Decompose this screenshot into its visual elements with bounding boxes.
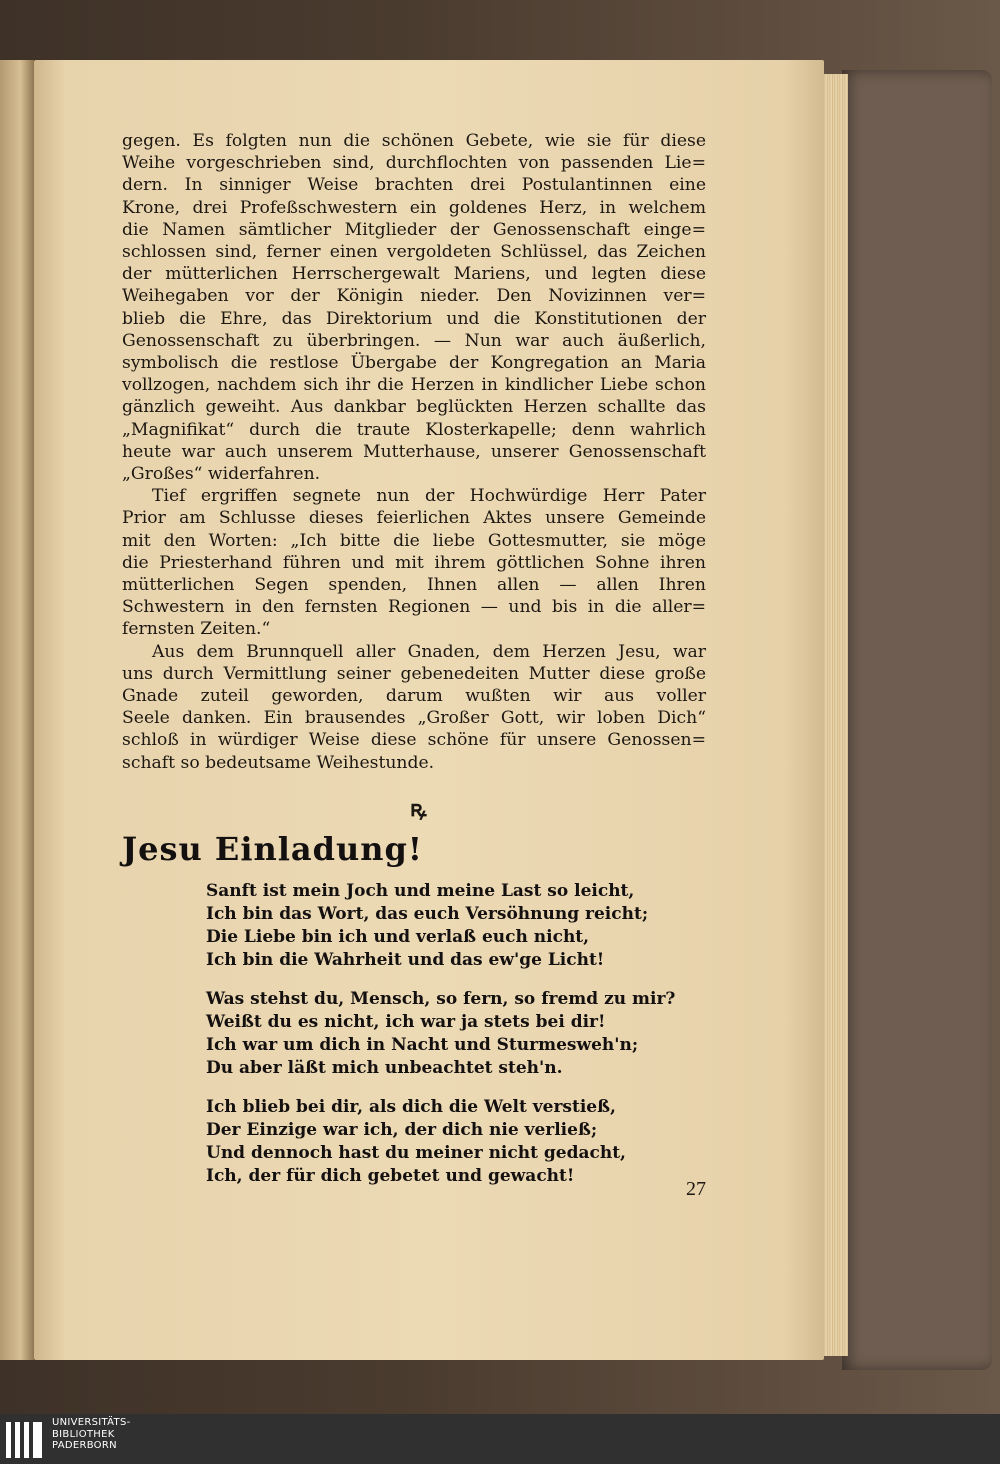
text-line: vollzogen, nachdem sich ihr die Herzen in kindlicher Liebe schon bbox=[122, 375, 706, 396]
poem-line: Du aber läßt mich unbeachtet steh'n. bbox=[206, 1058, 563, 1078]
poem-line: Ich bin die Wahrheit und das ew'ge Licht! bbox=[206, 950, 605, 970]
text-line: gänzlich geweiht. Aus dankbar beglückten Herzen schallte das bbox=[122, 397, 706, 418]
poem-line: Weißt du es nicht, ich war ja stets bei dir! bbox=[206, 1012, 606, 1032]
poem-line: Die Liebe bin ich und verlaß euch nicht, bbox=[206, 927, 590, 947]
paragraph-3 bbox=[122, 641, 706, 774]
paragraph-1 bbox=[122, 130, 706, 485]
library-logo-icon bbox=[6, 1422, 44, 1458]
page-number: 27 bbox=[686, 1178, 706, 1200]
text-line: die Namen sämtlicher Mitglieder der Genossenschaft einge= bbox=[122, 219, 706, 240]
text-line: Prior am Schlusse dieses feierlichen Aktes unsere Gemeinde bbox=[122, 508, 706, 529]
text-line: mütterlichen Segen spenden, Ihnen allen — allen Ihren bbox=[122, 575, 706, 596]
poem-line: Was stehst du, Mensch, so fern, so fremd zu mir? bbox=[206, 989, 676, 1009]
text-line: die Priesterhand führen und mit ihrem göttlichen Sohne ihren bbox=[122, 552, 706, 573]
text-line: Aus dem Brunnquell aller Gnaden, dem Herzen Jesu, war bbox=[152, 641, 706, 662]
text-line: Krone, drei Profeßschwestern ein goldenes Herz, in welchem bbox=[122, 197, 706, 218]
text-line: gegen. Es folgten nun die schönen Gebete, wie sie für diese bbox=[122, 131, 706, 151]
book-cover-edge bbox=[842, 70, 992, 1370]
library-logo-text bbox=[52, 1417, 131, 1452]
poem-line: Sanft ist mein Joch und meine Last so leicht, bbox=[206, 881, 635, 901]
text-line: dern. In sinniger Weise brachten drei Postulantinnen eine bbox=[122, 175, 706, 196]
text-line: Seele danken. Ein brausendes „Großer Gott, wir loben Dich“ bbox=[122, 708, 706, 729]
text-line: schaft so bedeutsame Weihestunde. bbox=[122, 752, 435, 773]
text-line: fernsten Zeiten.“ bbox=[122, 619, 271, 640]
poem-stanza-2 bbox=[206, 988, 676, 1080]
text-line: Tief ergriffen segnete nun der Hochwürdige Herr Pater bbox=[152, 486, 706, 507]
text-line: „Großes“ widerfahren. bbox=[122, 464, 321, 485]
poem-line: Und dennoch hast du meiner nicht gedacht, bbox=[206, 1143, 626, 1163]
text-line: uns durch Vermittlung seiner gebenedeiten Mutter diese große bbox=[122, 663, 706, 684]
ornament-glyph: ꝶ bbox=[410, 797, 427, 822]
poem-line: Ich, der für dich gebetet und gewacht! bbox=[206, 1166, 575, 1186]
poem-stanza-1 bbox=[206, 880, 649, 972]
library-footer bbox=[0, 1414, 1000, 1464]
poem-stanza-3 bbox=[206, 1096, 646, 1188]
text-line: heute war auch unserem Mutterhause, unserer Genossenschaft bbox=[122, 441, 706, 462]
poem-title: Jesu Einladung! bbox=[122, 830, 423, 868]
text-line: der mütterlichen Herrschergewalt Mariens, und legten diese bbox=[122, 264, 706, 285]
library-logo-line: BIBLIOTHEK bbox=[52, 1428, 115, 1440]
text-line: blieb die Ehre, das Direktorium und die Konstitutionen der bbox=[122, 308, 706, 329]
paragraph-2 bbox=[122, 485, 706, 640]
text-line: Weihe vorgeschrieben sind, durchflochten von passenden Lie= bbox=[122, 153, 706, 174]
library-logo-line: PADERBORN bbox=[52, 1440, 117, 1451]
left-page-edge bbox=[0, 60, 34, 1360]
poem-line: Ich bin das Wort, das euch Versöhnung reicht; bbox=[206, 904, 649, 924]
poem-line: Ich blieb bei dir, als dich die Welt verstieß, bbox=[206, 1097, 616, 1117]
text-line: Genossenschaft zu überbringen. — Nun war auch äußerlich, bbox=[122, 330, 706, 351]
text-line: mit den Worten: „Ich bitte die liebe Gottesmutter, sie möge bbox=[122, 530, 706, 551]
text-line: schloß in würdiger Weise diese schöne für unsere Genossen= bbox=[122, 730, 706, 751]
poem-line: Der Einzige war ich, der dich nie verließ; bbox=[206, 1120, 598, 1140]
text-line: „Magnifikat“ durch die traute Klosterkapelle; denn wahrlich bbox=[122, 419, 706, 440]
poem bbox=[206, 880, 676, 1204]
library-logo-line: UNIVERSITÄTS- bbox=[52, 1417, 131, 1428]
text-line: Gnade zuteil geworden, darum wußten wir aus voller bbox=[122, 686, 706, 707]
body-text bbox=[122, 130, 706, 774]
text-line: schlossen sind, ferner einen vergoldeten Schlüssel, das Zeichen bbox=[122, 242, 706, 263]
text-line: symbolisch die restlose Übergabe der Kongregation an Maria bbox=[122, 353, 706, 374]
text-line: Weihegaben vor der Königin nieder. Den Novizinnen ver= bbox=[122, 286, 706, 307]
poem-line: Ich war um dich in Nacht und Sturmesweh'n; bbox=[206, 1035, 639, 1055]
text-line: Schwestern in den fernsten Regionen — und bis in die aller= bbox=[122, 597, 706, 618]
